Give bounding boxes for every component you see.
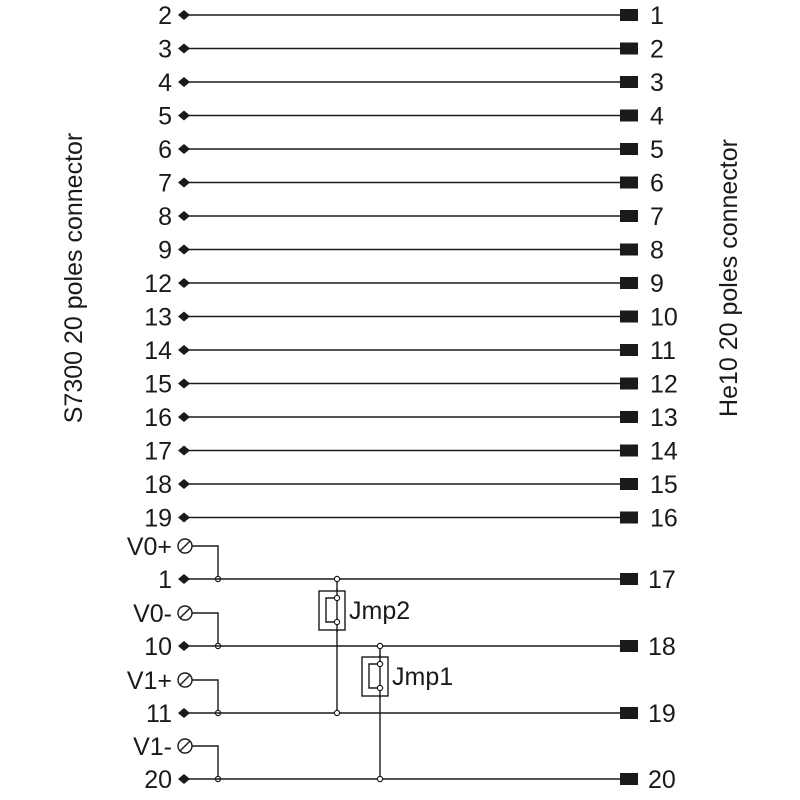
right-supply-pin-plug: [620, 773, 638, 785]
left-pin-label: 16: [144, 404, 172, 432]
right-supply-pin-plug: [620, 573, 638, 585]
right-pin-plug: [620, 110, 638, 122]
terminal-link-wire: [192, 546, 218, 579]
terminal-link-wire: [192, 613, 218, 646]
left-supply-pin-label: 10: [144, 633, 172, 661]
jumper-jmp1-contact: [377, 661, 382, 666]
right-pin-label: 14: [650, 437, 678, 466]
right-pin-plug: [620, 143, 638, 155]
right-pin-label: 4: [650, 102, 664, 131]
right-pin-plug: [620, 311, 638, 323]
left-connector-title: S7300 20 poles connector: [60, 132, 88, 424]
right-pin-label: 9: [650, 270, 664, 298]
jumper-jmp1-contact: [377, 685, 382, 690]
jumper-jmp1-label: Jmp1: [392, 663, 454, 691]
right-connector-title: He10 20 poles connector: [715, 139, 743, 417]
right-pin-plug: [620, 76, 638, 88]
left-pin-label: 6: [158, 136, 172, 164]
right-pin-plug: [620, 210, 638, 222]
junction-node: [334, 576, 339, 581]
right-supply-pin-label: 19: [648, 700, 676, 728]
left-pin-label: 17: [144, 437, 172, 466]
left-pin-label: 8: [158, 203, 172, 231]
right-pin-plug: [620, 244, 638, 256]
right-pin-label: 3: [650, 69, 664, 97]
screw-slot: [180, 741, 190, 751]
left-supply-pin-label: 11: [146, 700, 172, 728]
left-supply-pin-label: 1: [158, 566, 172, 594]
right-supply-pin-label: 18: [648, 633, 676, 661]
left-pin-label: 7: [158, 169, 172, 198]
right-pin-plug: [620, 9, 638, 21]
right-pin-label: 1: [650, 2, 664, 30]
right-pin-plug: [620, 277, 638, 289]
right-pin-label: 5: [650, 136, 664, 164]
left-pin-label: 19: [144, 504, 172, 533]
left-pin-label: 14: [144, 337, 172, 365]
right-pin-plug: [620, 478, 638, 490]
right-pin-label: 7: [650, 203, 664, 231]
jumper-jmp1-box: [362, 657, 388, 696]
right-pin-plug: [620, 512, 638, 524]
screw-slot: [180, 675, 190, 685]
left-pin-label: 5: [158, 102, 172, 131]
right-supply-pin-plug: [620, 640, 638, 652]
left-pin-label: 15: [144, 370, 172, 399]
left-pin-label: 12: [144, 270, 172, 298]
supply-terminal-label: V1+: [126, 667, 172, 695]
screw-slot: [180, 608, 190, 618]
right-pin-label: 10: [650, 303, 678, 332]
right-supply-pin-label: 20: [648, 766, 676, 794]
right-pin-label: 16: [650, 504, 678, 533]
left-pin-label: 2: [158, 2, 172, 30]
supply-terminal-label: V0+: [126, 533, 172, 561]
right-pin-label: 6: [650, 169, 664, 198]
jumper-jmp2-label: Jmp2: [349, 597, 411, 625]
left-pin-label: 9: [158, 236, 172, 265]
junction-node: [377, 643, 382, 648]
supply-terminal-label: V1-: [133, 733, 172, 761]
right-supply-pin-plug: [620, 707, 638, 719]
right-pin-label: 2: [650, 35, 664, 64]
jumper-jmp2-contact: [334, 595, 339, 600]
right-pin-label: 11: [650, 337, 676, 365]
right-pin-plug: [620, 411, 638, 423]
screw-slot: [180, 541, 190, 551]
terminal-link-wire: [192, 680, 218, 713]
left-pin-label: 3: [158, 35, 172, 64]
left-pin-label: 4: [158, 69, 172, 97]
left-supply-pin-label: 20: [144, 766, 172, 794]
jumper-jmp2-box: [319, 591, 345, 630]
supply-terminal-label: V0-: [133, 600, 172, 628]
right-pin-label: 15: [650, 471, 678, 499]
junction-node: [334, 710, 339, 715]
jumper-jmp2-contact: [334, 619, 339, 624]
right-pin-plug: [620, 378, 638, 390]
left-pin-label: 13: [144, 303, 172, 332]
right-pin-plug: [620, 445, 638, 457]
right-pin-plug: [620, 177, 638, 189]
left-pin-label: 18: [144, 471, 172, 499]
right-pin-label: 13: [650, 404, 678, 432]
right-pin-label: 12: [650, 370, 678, 399]
junction-node: [377, 776, 382, 781]
right-supply-pin-label: 17: [648, 566, 676, 594]
right-pin-plug: [620, 344, 638, 356]
terminal-link-wire: [192, 746, 218, 779]
right-pin-plug: [620, 43, 638, 55]
right-pin-label: 8: [650, 236, 664, 265]
